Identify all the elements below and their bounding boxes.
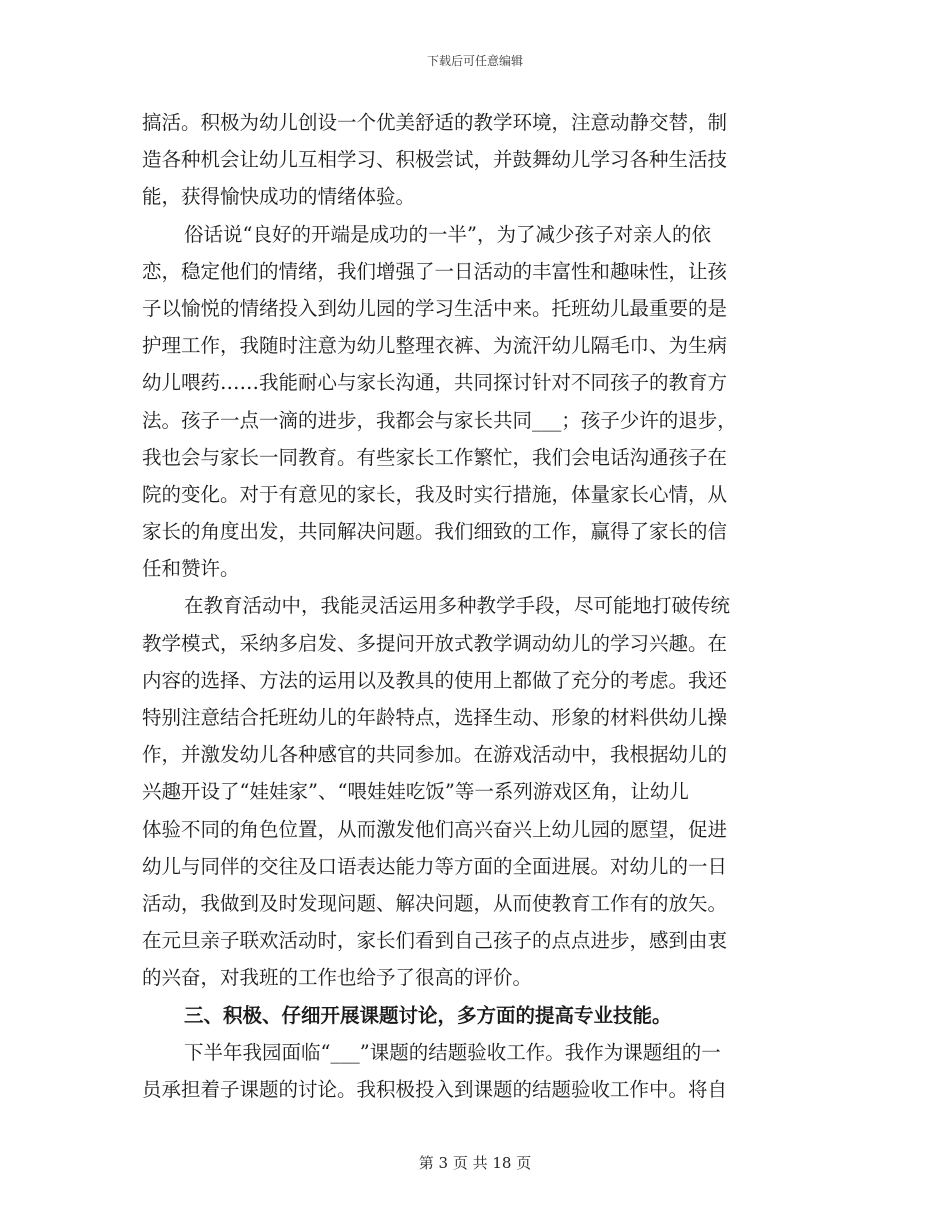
document-body [142, 104, 810, 1108]
page-footer: 第 3 页 共 18 页 [418, 1154, 532, 1172]
text-line: 法。孩子一点一滴的进步，我都会与家长共同___；孩子少许的退步， [142, 408, 737, 432]
text-line: 员承担着子课题的讨论。我积极投入到课题的结题验收工作中。将自 [142, 1077, 728, 1101]
text-line: 教学模式，采纳多启发、多提问开放式教学调动幼儿的学习兴趣。在 [142, 631, 728, 655]
text-line: 幼儿喂药……我能耐心与家长沟通，共同探讨针对不同孩子的教育方 [142, 371, 728, 395]
text-line: 搞活。积极为幼儿创设一个优美舒适的教学环境，注意动静交替，制 [142, 111, 728, 134]
text-line: 特别注意结合托班幼儿的年龄特点，选择生动、形象的材料供幼儿操 [142, 706, 728, 729]
text-line: 恋，稳定他们的情绪，我们增强了一日活动的丰富性和趣味性，让孩 [142, 259, 728, 283]
text-line: 的兴奋，对我班的工作也给予了很高的评价。 [142, 966, 533, 990]
text-line: 在教育活动中，我能灵活运用多种教学手段，尽可能地打破传统 [184, 594, 731, 618]
text-line: 任和赞许。 [142, 557, 240, 581]
text-line: 俗话说“良好的开端是成功的一半”，为了减少孩子对亲人的依 [184, 222, 711, 246]
text-line: 院的变化。对于有意见的家长，我及时实行措施，体量家长心情，从 [142, 482, 728, 506]
text-line: 家长的角度出发，共同解决问题。我们细致的工作，赢得了家长的信 [142, 520, 728, 544]
text-line: 幼儿与同伴的交往及口语表达能力等方面的全面进展。对幼儿的一日 [142, 854, 728, 878]
text-line: 能，获得愉快成功的情绪体验。 [142, 185, 416, 209]
text-line: 造各种机会让幼儿互相学习、积极尝试，并鼓舞幼儿学习各种生活技 [142, 148, 728, 172]
text-line: 内容的选择、方法的运用以及教具的使用上都做了充分的考虑。我还 [142, 668, 728, 692]
text-line: 下半年我园面临“___”课题的结题验收工作。我作为课题组的一 [184, 1040, 721, 1064]
text-line: 兴趣开设了“娃娃家”、“喂娃娃吃饭”等一系列游戏区角，让幼儿 [142, 780, 689, 804]
text-line: 护理工作，我随时注意为幼儿整理衣裤、为流汗幼儿隔毛巾、为生病 [142, 334, 728, 358]
page-header: 下载后可任意编辑 [426, 54, 523, 68]
section-heading: 三、积极、仔细开展课题讨论，多方面的提高专业技能。 [184, 1003, 672, 1027]
text-line: 我也会与家长一同教育。有些家长工作繁忙，我们会电话沟通孩子在 [142, 445, 728, 469]
text-line: 子以愉悦的情绪投入到幼儿园的学习生活中来。托班幼儿最重要的是 [142, 296, 728, 320]
text-line: 作，并激发幼儿各种感官的共同参加。在游戏活动中，我根据幼儿的 [142, 743, 728, 767]
text-line: 在元旦亲子联欢活动时，家长们看到自己孩子的点点进步，感到由衷 [142, 929, 728, 953]
text-line: 活动，我做到及时发现问题、解决问题，从而使教育工作有的放矢。 [142, 891, 728, 915]
text-line: 体验不同的角色位置，从而激发他们高兴奋兴上幼儿园的愿望，促进 [142, 817, 728, 841]
